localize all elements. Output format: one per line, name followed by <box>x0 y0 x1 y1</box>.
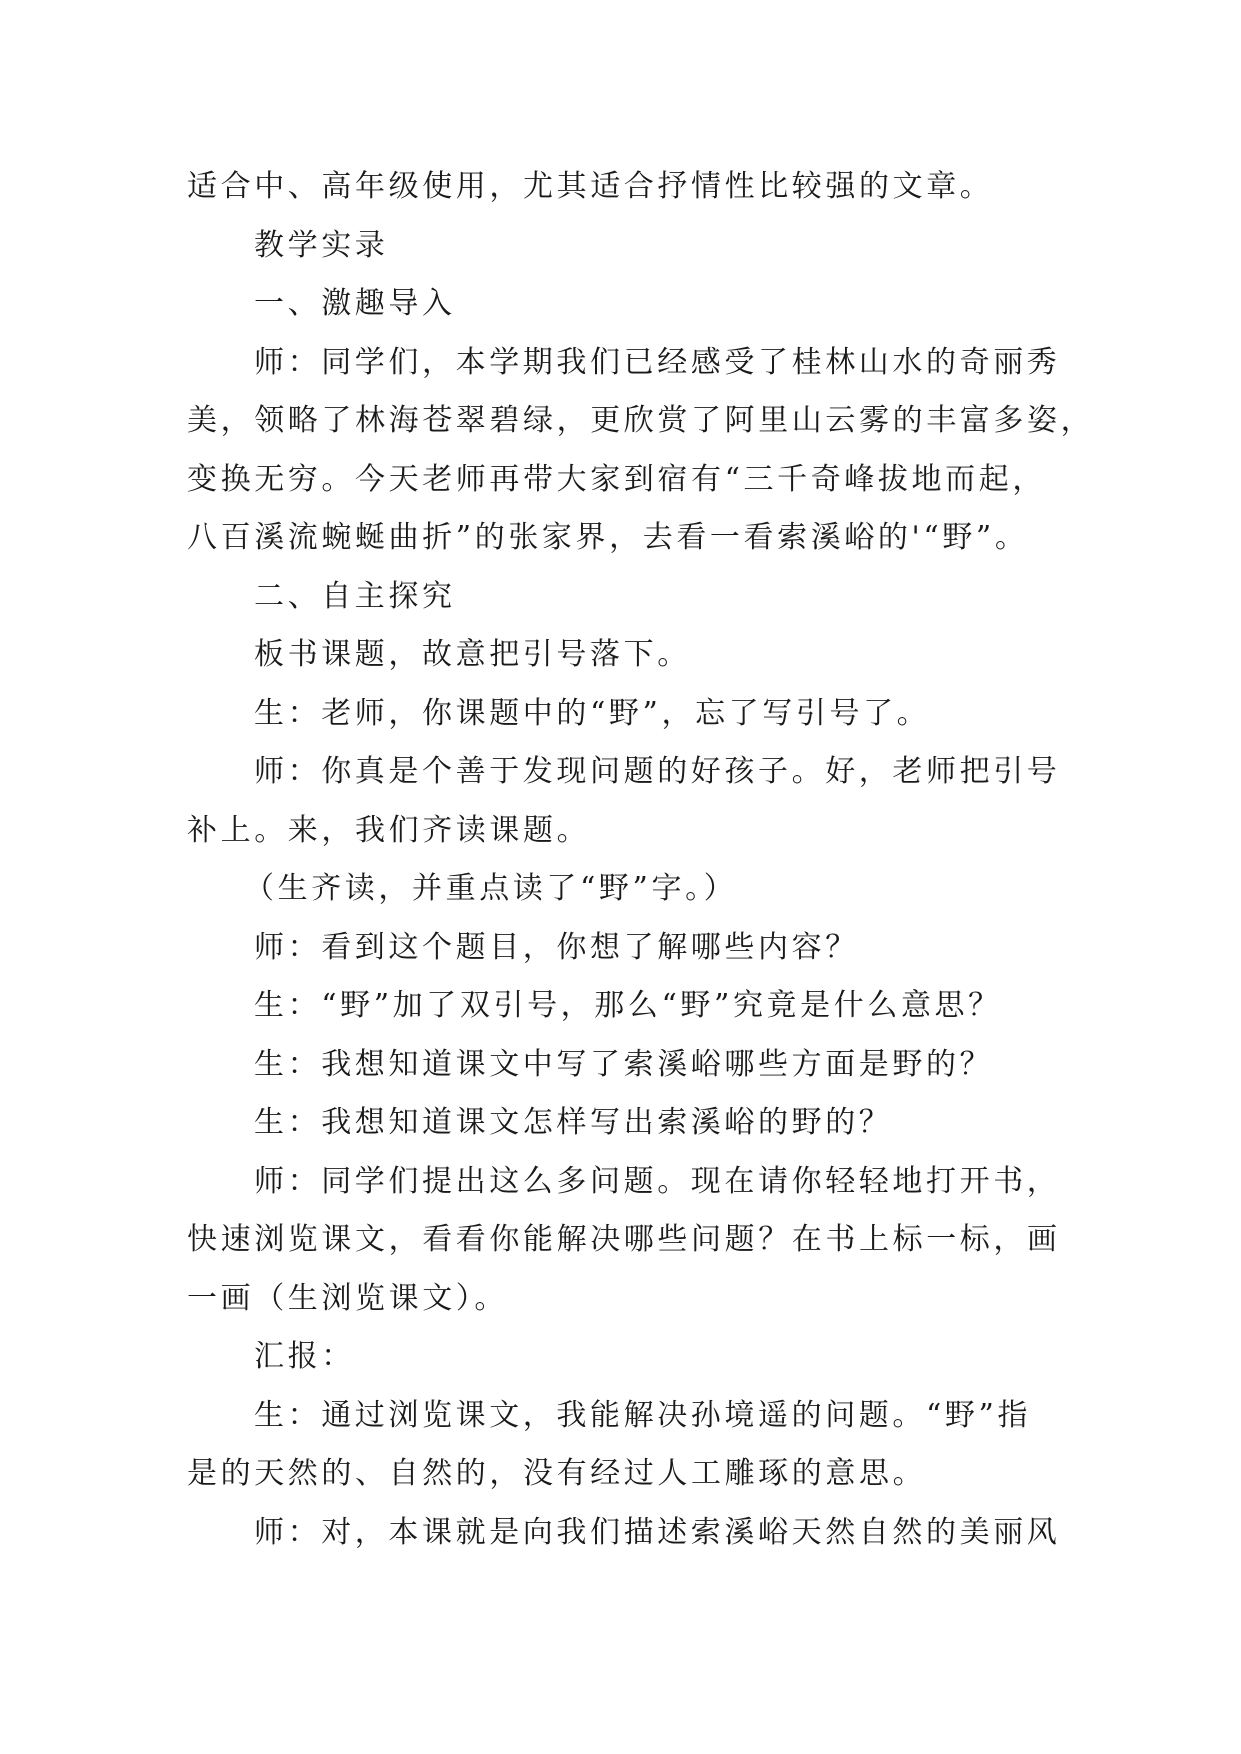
paragraph-line: 美，领略了林海苍翠碧绿，更欣赏了阿里山云雾的丰富多姿， <box>187 403 1095 438</box>
paragraph-line: 一画（生浏览课文）。 <box>187 1280 508 1316</box>
paragraph-line: 生：老师，你课题中的“野”，忘了写引号了。 <box>254 695 931 731</box>
document-body <box>187 158 1095 1562</box>
paragraph-line: 是的天然的、自然的，没有经过人工雕琢的意思。 <box>187 1456 927 1491</box>
paragraph-line: 生：通过浏览课文，我能解决孙境遥的问题。“野”指 <box>254 1397 1032 1433</box>
paragraph-line: 生：我想知道课文怎样写出索溪峪的野的？ <box>254 1105 893 1140</box>
paragraph-line: 师：你真是个善于发现问题的好孩子。好，老师把引号 <box>254 754 1061 789</box>
paragraph-line: 师：对，本课就是向我们描述索溪峪天然自然的美丽风 <box>254 1514 1061 1550</box>
paragraph-line: 师：同学们提出这么多问题。现在请你轻轻地打开书， <box>254 1163 1061 1199</box>
paragraph-line: 变换无穷。今天老师再带大家到宿有“三千奇峰拔地而起， <box>187 461 1046 497</box>
paragraph-line: 汇报： <box>254 1339 355 1374</box>
section-heading-intro: 一、激趣导入 <box>254 286 456 321</box>
section-heading-teaching-record: 教学实录 <box>254 227 389 263</box>
paragraph-line: 八百溪流蜿蜒曲折”的张家界，去看一看索溪峪的'“野”。 <box>187 520 1029 555</box>
paragraph-line: 板书课题，故意把引号落下。 <box>254 637 691 672</box>
paragraph-line: 补上。来，我们齐读课题。 <box>187 812 591 848</box>
paragraph-line: 生：我想知道课文中写了索溪峪哪些方面是野的？ <box>254 1046 994 1082</box>
paragraph-line: 生：“野”加了双引号，那么“野”究竟是什么意思？ <box>254 988 1002 1023</box>
paragraph-line: 适合中、高年级使用，尤其适合抒情性比较强的文章。 <box>187 169 994 204</box>
section-heading-self-exploration: 二、自主探究 <box>254 578 456 614</box>
paragraph-line: 师：看到这个题目，你想了解哪些内容？ <box>254 929 859 965</box>
paragraph-line: 快速浏览课文，看看你能解决哪些问题？在书上标一标，画 <box>187 1222 1061 1257</box>
paragraph-line: 师：同学们，本学期我们已经感受了桂林山水的奇丽秀 <box>254 344 1061 380</box>
paragraph-line: （生齐读，并重点读了“野”字。） <box>244 871 738 906</box>
